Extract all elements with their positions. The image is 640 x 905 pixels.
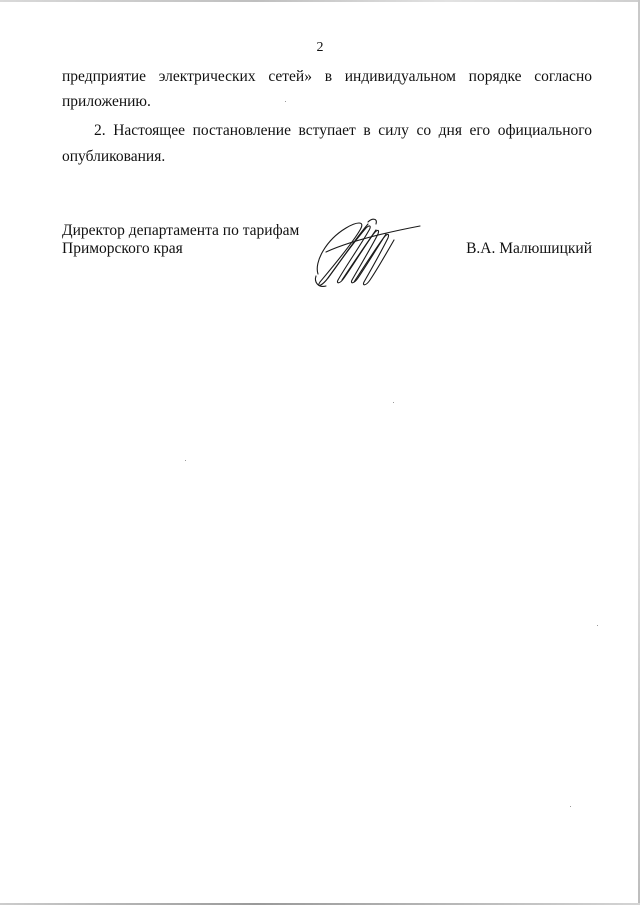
scan-edge-top bbox=[0, 0, 640, 2]
page-number: 2 bbox=[316, 40, 324, 55]
scan-speck bbox=[185, 460, 186, 461]
signatory-title-line-1: Директор департамента по тарифам bbox=[62, 222, 300, 239]
paragraph-2-line-1: 2. Настоящее постановление вступает в силу со дня его официального bbox=[94, 122, 592, 139]
paragraph-1-line-2: приложению. bbox=[62, 93, 151, 110]
scan-speck bbox=[597, 625, 598, 626]
scan-speck bbox=[393, 402, 394, 403]
scan-speck bbox=[570, 806, 571, 807]
signatory-name: В.А. Малюшицкий bbox=[466, 240, 592, 257]
paragraph-1-line-1: предприятие электрических сетей» в индивидуальном порядке согласно bbox=[62, 68, 592, 85]
handwritten-signature bbox=[308, 212, 423, 292]
paragraph-2-line-2: опубликования. bbox=[62, 148, 166, 165]
scan-speck bbox=[285, 101, 286, 102]
signatory-title-line-2: Приморского края bbox=[62, 240, 183, 257]
